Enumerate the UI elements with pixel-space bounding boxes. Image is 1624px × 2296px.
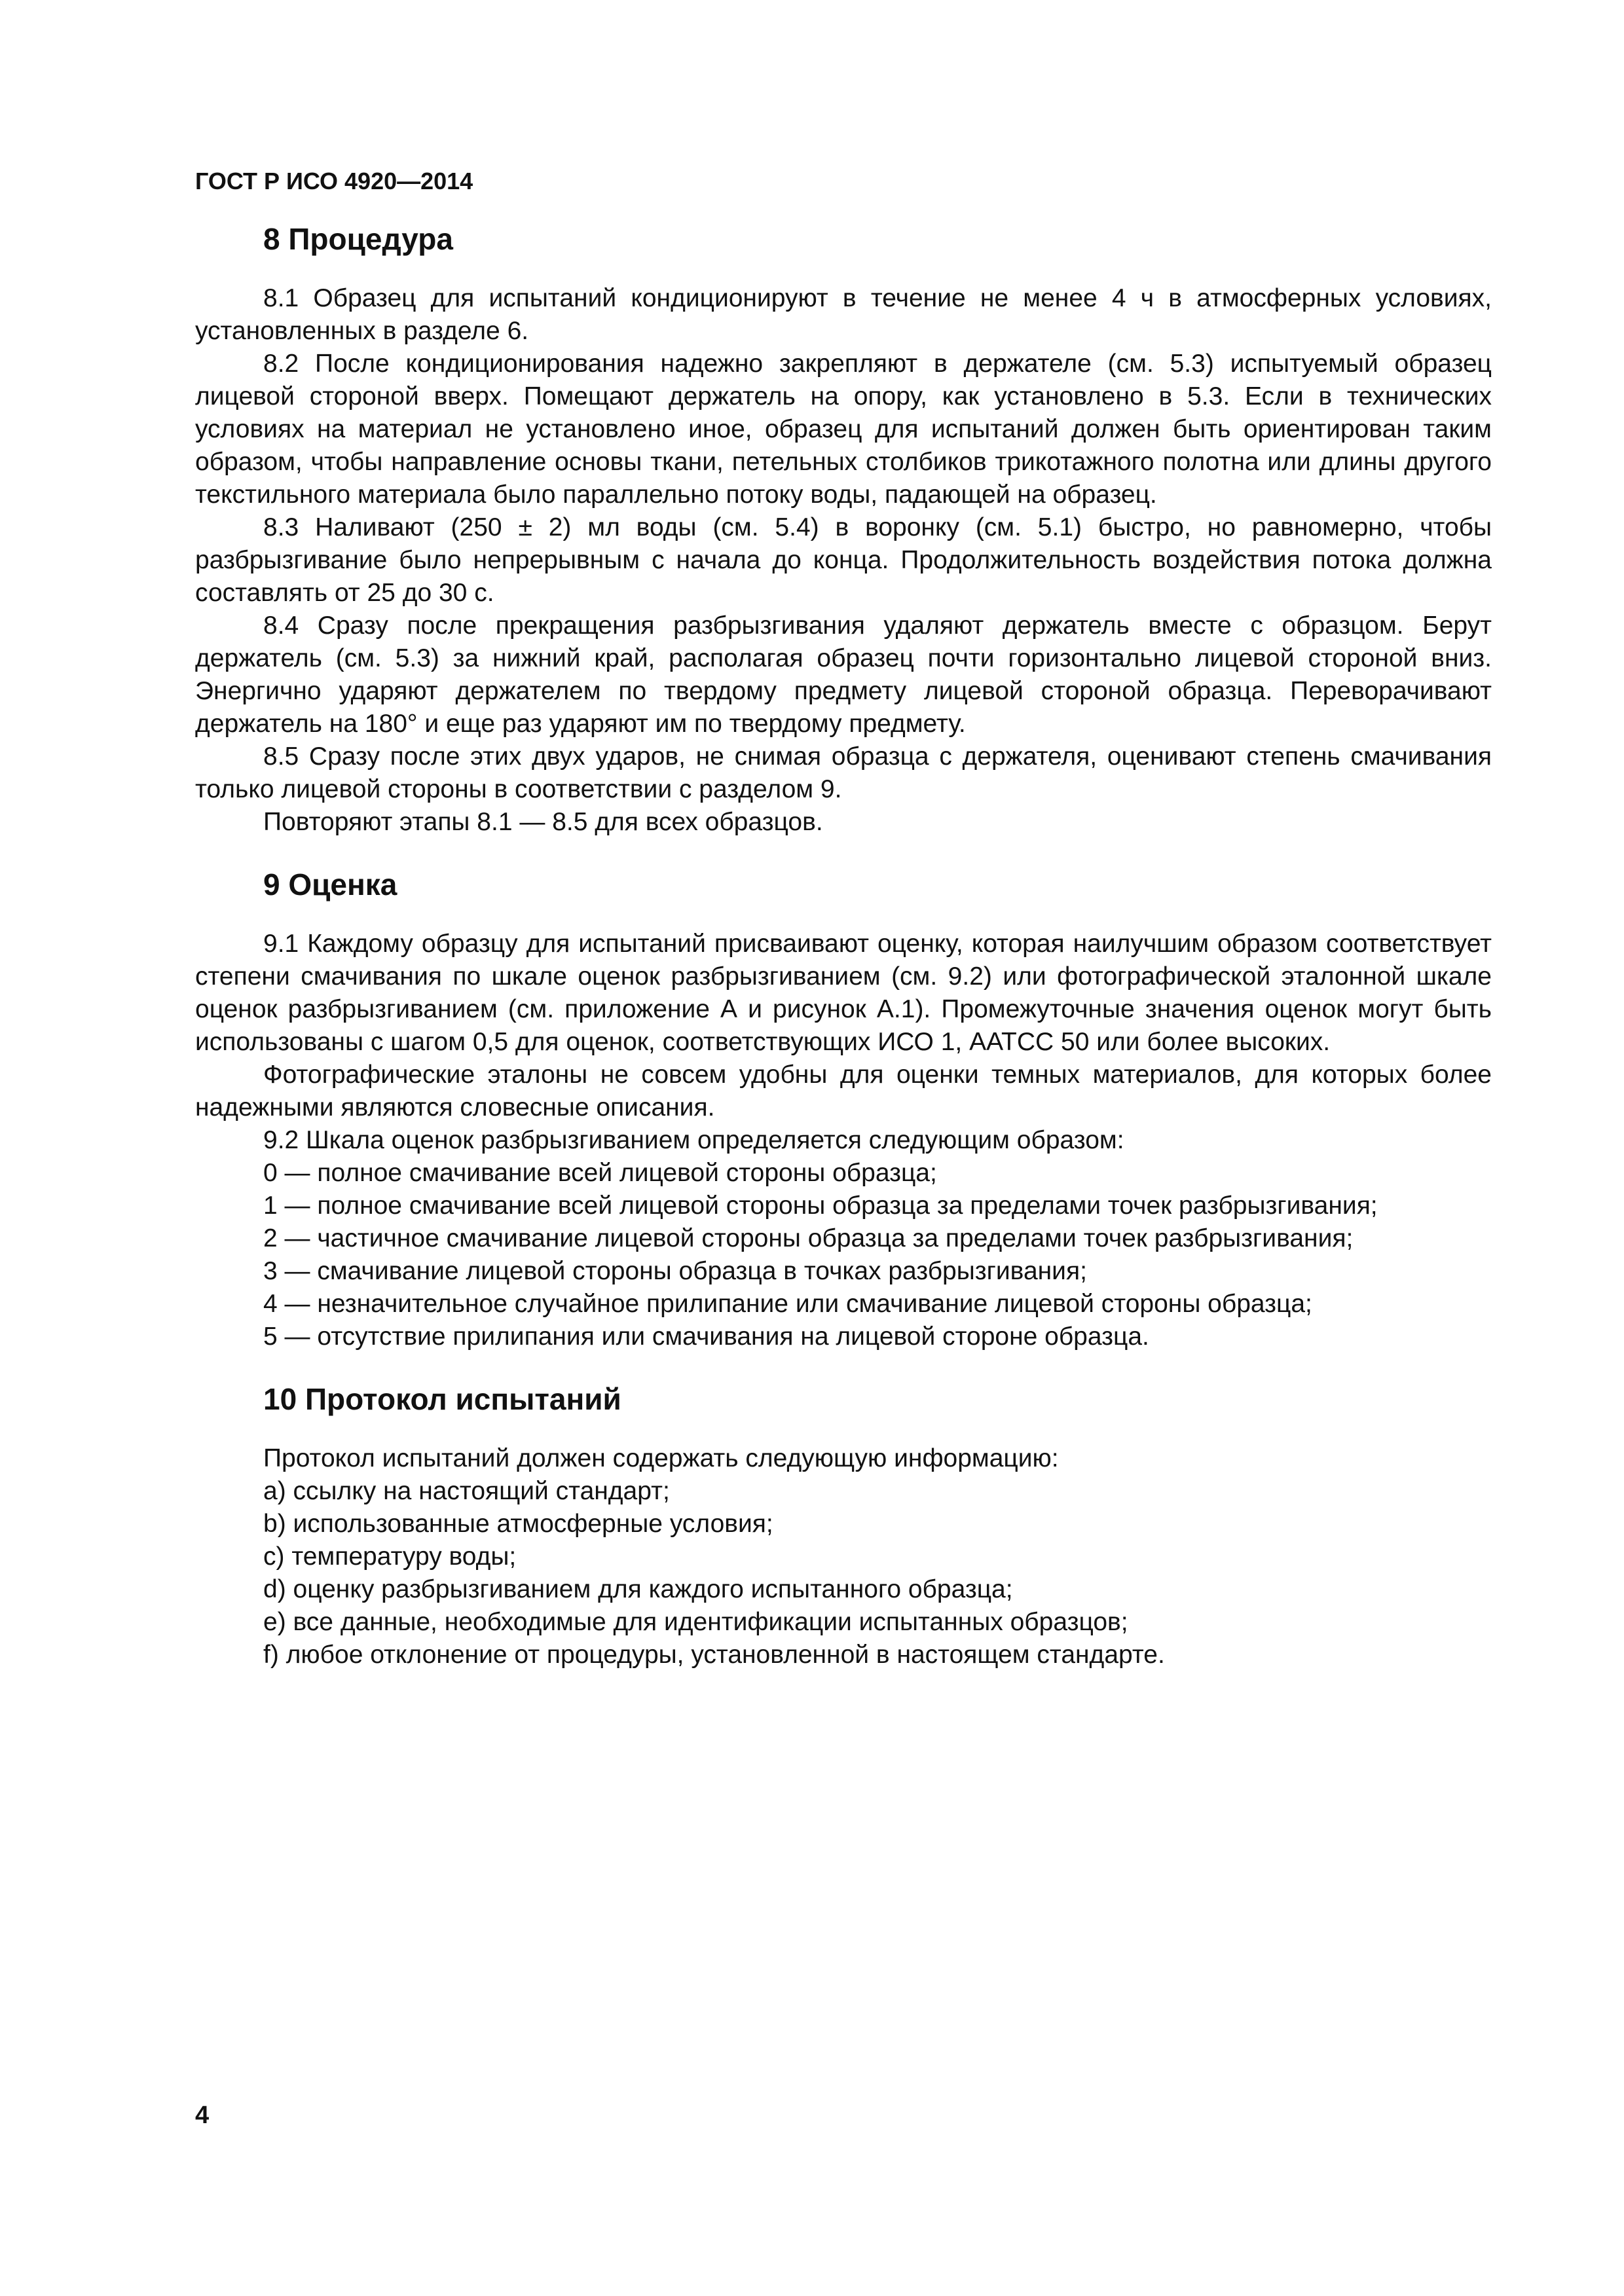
scale-item-4: 4 — незначительное случайное прилипание или смачивание лицевой стороны образца; (263, 1290, 1312, 1318)
paragraph-8-5: 8.5 Сразу после этих двух ударов, не снимая образца с держателя, оценивают степень смачивания только лицевой стороны в соответствии с разделом 9. (195, 742, 1492, 803)
scale-item-2: 2 — частичное смачивание лицевой стороны образца за пределами точек разбрызгивания; (263, 1224, 1354, 1252)
report-item-c: c) температуру воды; (263, 1542, 517, 1571)
scale-item-0: 0 — полное смачивание всей лицевой стороны образца; (263, 1159, 937, 1187)
section-report (195, 1379, 1492, 1671)
paragraph-9-1: 9.1 Каждому образцу для испытаний присваивают оценку, которая наилучшим образом соответствует степени смачивания по шкале оценок разбрызгиванием (см. 9.2) или фотографической эталонной шкале оценок разбрызгиванием (см. приложение А и рисунок А.1). Промежуточные значения оценок могут быть использованы с шагом 0,5 для оценок, соответствующих ИСО 1, ААТСС 50 или более высоких. (195, 930, 1492, 1056)
paragraph-photo-standards: Фотографические эталоны не совсем удобны для оценки темных материалов, для которых более надежными являются словесные описания. (195, 1061, 1492, 1121)
section-title-procedure: 8 Процедура (263, 222, 453, 256)
section-procedure (195, 219, 1492, 839)
report-intro: Протокол испытаний должен содержать следующую информацию: (263, 1444, 1059, 1472)
report-item-a: a) ссылку на настоящий стандарт; (263, 1477, 670, 1505)
paragraph-repeat-steps: Повторяют этапы 8.1 — 8.5 для всех образцов. (263, 808, 823, 836)
scale-item-5: 5 — отсутствие прилипания или смачивания на лицевой стороне образца. (263, 1322, 1149, 1351)
report-item-b: b) использованные атмосферные условия; (263, 1510, 773, 1538)
paragraph-8-4: 8.4 Сразу после прекращения разбрызгивания удаляют держатель вместе с образцом. Берут держатель (см. 5.3) за нижний край, располагая образец почти горизонтально лицевой стороной вниз. Энергично ударяют держателем по твердому предмету лицевой стороной образца. Переворачивают держатель на 180° и еще раз ударяют им по твердому предмету. (195, 611, 1492, 738)
section-evaluation (195, 865, 1492, 1353)
scale-item-3: 3 — смачивание лицевой стороны образца в точках разбрызгивания; (263, 1257, 1087, 1285)
section-title-evaluation: 9 Оценка (263, 867, 397, 902)
page-number: 4 (195, 2102, 210, 2129)
scale-item-1: 1 — полное смачивание всей лицевой стороны образца за пределами точек разбрызгивания; (263, 1192, 1378, 1220)
section-title-report: 10 Протокол испытаний (263, 1382, 621, 1416)
report-item-e: e) все данные, необходимые для идентификации испытанных образцов; (263, 1608, 1128, 1636)
standard-header: ГОСТ Р ИСО 4920—2014 (195, 168, 473, 194)
paragraph-8-3: 8.3 Наливают (250 ± 2) мл воды (см. 5.4) в воронку (см. 5.1) быстро, но равномерно, чтобы разбрызгивание было непрерывным с начала до конца. Продолжительность воздействия потока должна составлять от 25 до 30 с. (195, 513, 1492, 607)
paragraph-8-1: 8.1 Образец для испытаний кондиционируют в течение не менее 4 ч в атмосферных условиях, установленных в разделе 6. (195, 284, 1492, 345)
paragraph-9-2: 9.2 Шкала оценок разбрызгиванием определяется следующим образом: (263, 1126, 1124, 1154)
report-item-d: d) оценку разбрызгиванием для каждого испытанного образца; (263, 1575, 1013, 1603)
paragraph-8-2: 8.2 После кондиционирования надежно закрепляют в держателе (см. 5.3) испытуемый образец лицевой стороной вверх. Помещают держатель на опору, как установлено в 5.3. Если в технических условиях на материал не установлено иное, образец для испытаний должен быть ориентирован таким образом, чтобы направление основы ткани, петельных столбиков трикотажного полотна или длины другого текстильного материала было параллельно потоку воды, падающей на образец. (195, 350, 1492, 509)
report-item-f: f) любое отклонение от процедуры, установленной в настоящем стандарте. (263, 1641, 1165, 1669)
document-body (195, 219, 1492, 1698)
